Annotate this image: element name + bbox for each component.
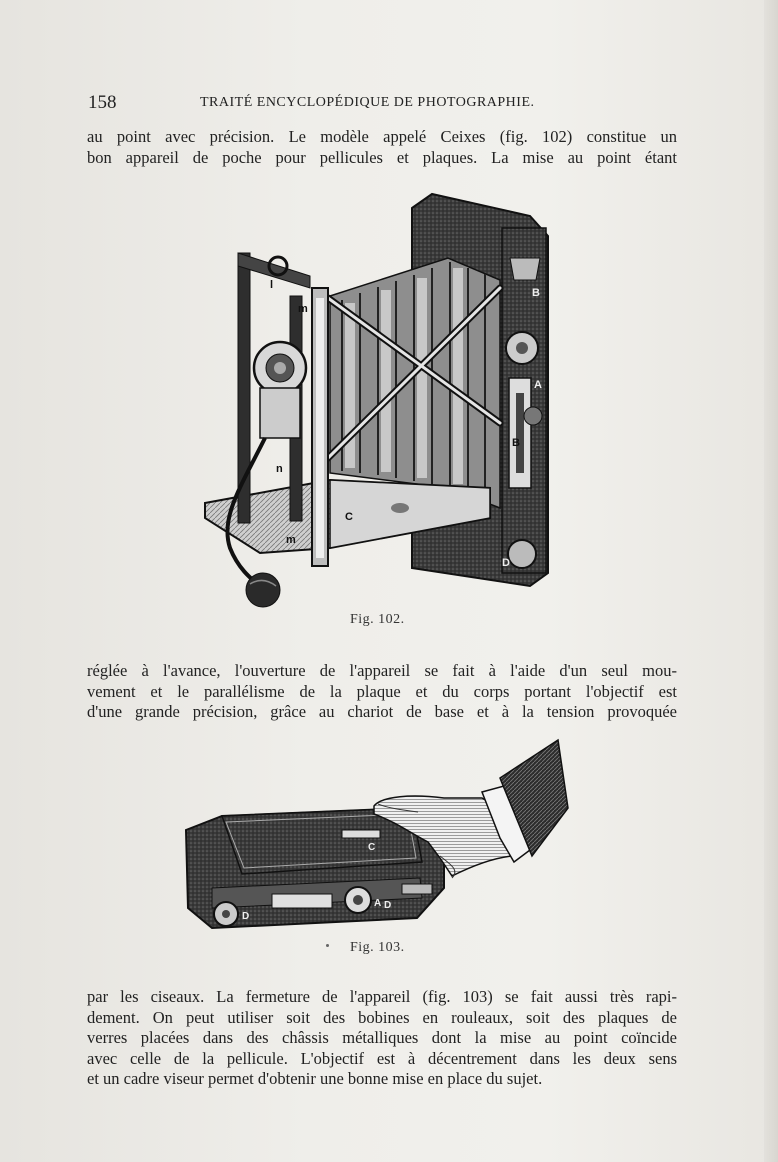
page-edge bbox=[764, 0, 778, 1162]
figure-label: l bbox=[270, 279, 274, 291]
figure-label: B bbox=[532, 287, 540, 299]
page-header bbox=[88, 92, 678, 114]
figure-label: C bbox=[368, 842, 376, 853]
paragraph-2 bbox=[87, 661, 677, 723]
running-title: TRAITÉ ENCYCLOPÉDIQUE DE PHOTOGRAPHIE. bbox=[200, 95, 535, 110]
text-line: par les ciseaux. La fermeture de l'appareil (fig. 103) se fait aussi très rapi- bbox=[87, 987, 677, 1006]
folding-camera-open-illustration bbox=[200, 188, 560, 613]
text-line: d'une grande précision, grâce au chariot de base et à la tension provoquée bbox=[87, 702, 677, 721]
text-line: bon appareil de poche pour pellicules et plaques. La mise au point étant bbox=[87, 147, 677, 167]
figure-label: D bbox=[384, 900, 392, 911]
figure-caption: Fig. 102. bbox=[350, 612, 405, 627]
paragraph-1 bbox=[87, 127, 677, 168]
text-line: au point avec précision. Le modèle appelé Ceixes (fig. 102) constitue un bbox=[87, 127, 677, 146]
page-number: 158 bbox=[88, 92, 117, 113]
text-line: verres placées dans des châssis métalliques dont la mise au point coïncide bbox=[87, 1028, 677, 1047]
figure-label: B bbox=[512, 437, 520, 449]
figure-label: A bbox=[374, 898, 382, 909]
figure-label: D bbox=[242, 911, 250, 922]
text-line: dement. On peut utiliser soit des bobines en rouleaux, soit des plaques de bbox=[87, 1007, 677, 1027]
figure-label: A bbox=[534, 379, 542, 391]
text-line: vement et le parallélisme de la plaque et du corps portant l'objectif est bbox=[87, 681, 677, 701]
figure-label: C bbox=[345, 511, 353, 523]
figure-label: m bbox=[286, 534, 296, 546]
figure-label: D bbox=[502, 557, 510, 569]
figure-label: n bbox=[276, 463, 283, 475]
print-speck bbox=[326, 944, 329, 947]
figure-caption: Fig. 103. bbox=[350, 940, 405, 955]
text-line: et un cadre viseur permet d'obtenir une bonne mise en place du sujet. bbox=[87, 1069, 543, 1088]
paragraph-3 bbox=[87, 987, 677, 1090]
text-line: réglée à l'avance, l'ouverture de l'appareil se fait à l'aide d'un seul mou- bbox=[87, 661, 677, 680]
text-line: avec celle de la pellicule. L'objectif est à décentrement dans les deux sens bbox=[87, 1048, 677, 1068]
figure-label: m bbox=[298, 303, 308, 315]
folding-camera-closed-illustration bbox=[182, 738, 572, 938]
